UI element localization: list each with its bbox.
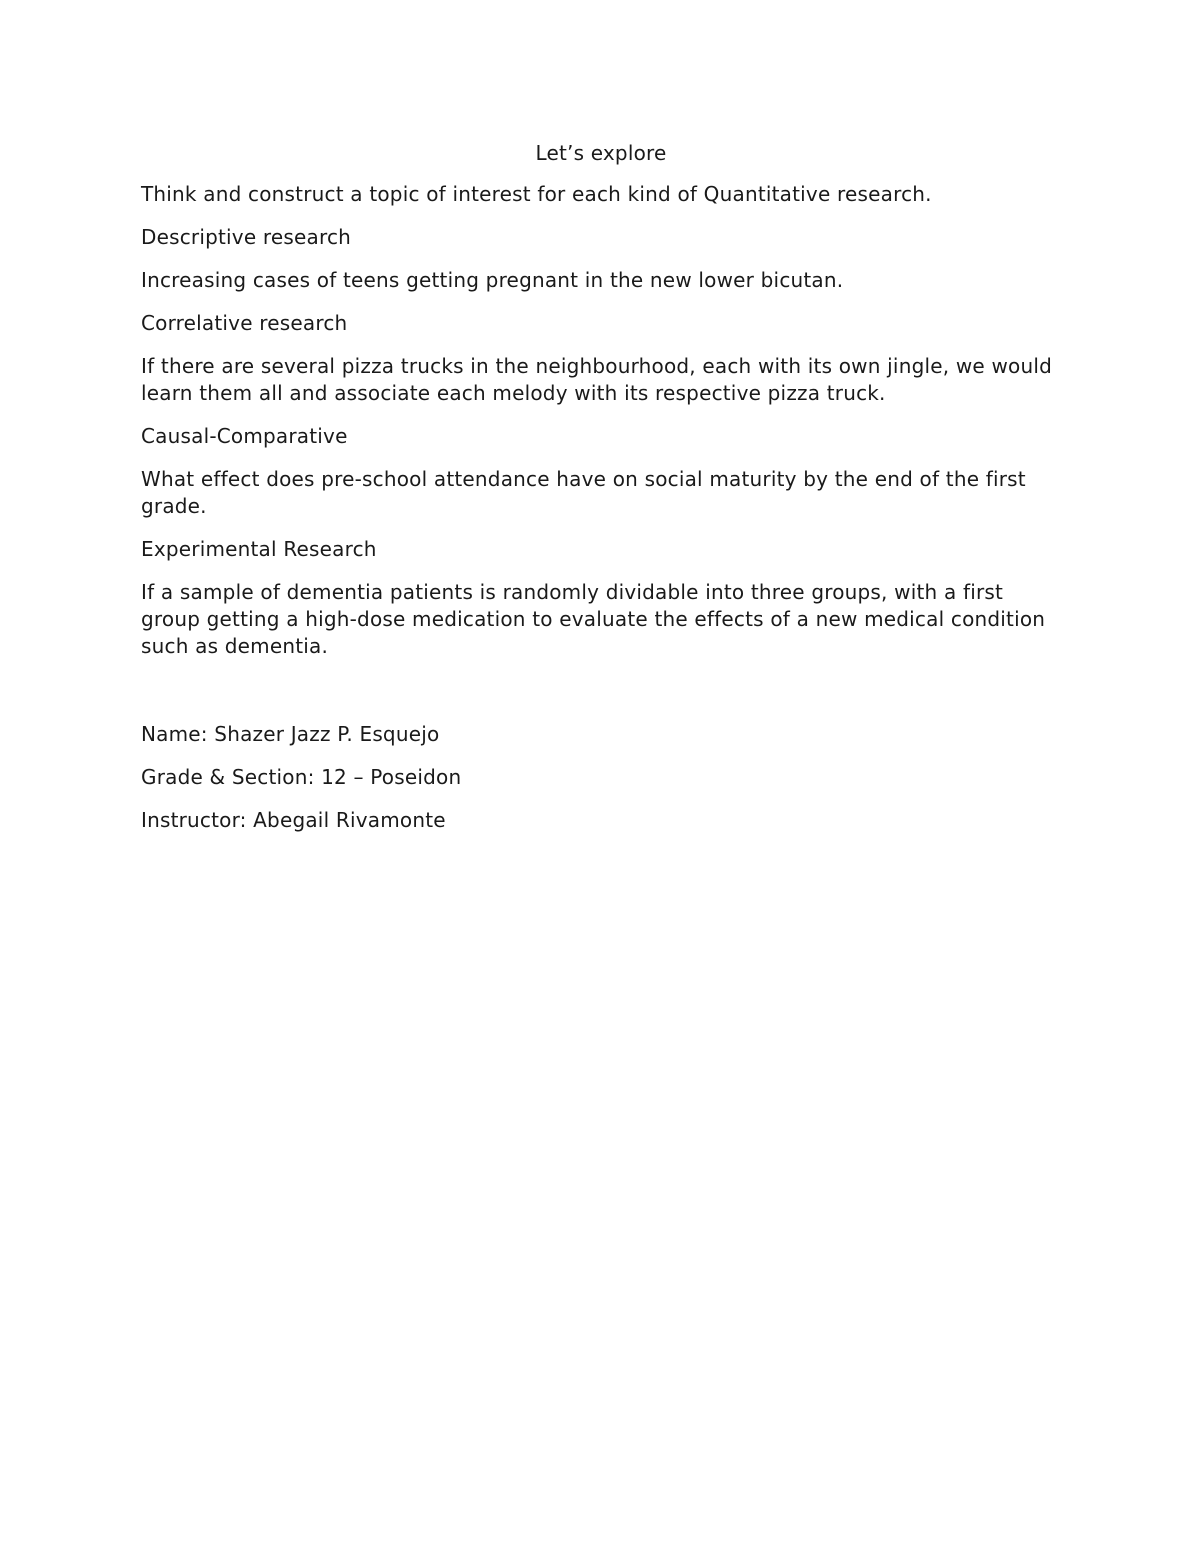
page-title: Let’s explore xyxy=(535,141,667,165)
section-body-experimental: If a sample of dementia patients is randomly dividable into three groups, with a first group getting a high-dose medication to evaluate the effects of a new medical condition such as dementia. xyxy=(141,580,1046,658)
section-body-correlative: If there are several pizza trucks in the neighbourhood, each with its own jingle, we would learn them all and associate each melody with its respective pizza truck. xyxy=(141,354,1052,405)
document-body xyxy=(141,141,1061,850)
section-heading-experimental: Experimental Research xyxy=(141,537,377,561)
section-heading-descriptive: Descriptive research xyxy=(141,225,352,249)
student-instructor: Instructor: Abegail Rivamonte xyxy=(141,808,446,832)
blank-space xyxy=(141,676,1061,721)
section-body-causal-comparative: What effect does pre-school attendance have on social maturity by the end of the first grade. xyxy=(141,467,1026,518)
section-heading-causal-comparative: Causal-Comparative xyxy=(141,424,348,448)
section-heading-correlative: Correlative research xyxy=(141,311,348,335)
student-grade-section: Grade & Section: 12 – Poseidon xyxy=(141,765,462,789)
intro-text: Think and construct a topic of interest for each kind of Quantitative research. xyxy=(141,182,932,206)
section-body-descriptive: Increasing cases of teens getting pregnant in the new lower bicutan. xyxy=(141,268,844,292)
student-name: Name: Shazer Jazz P. Esquejo xyxy=(141,722,440,746)
